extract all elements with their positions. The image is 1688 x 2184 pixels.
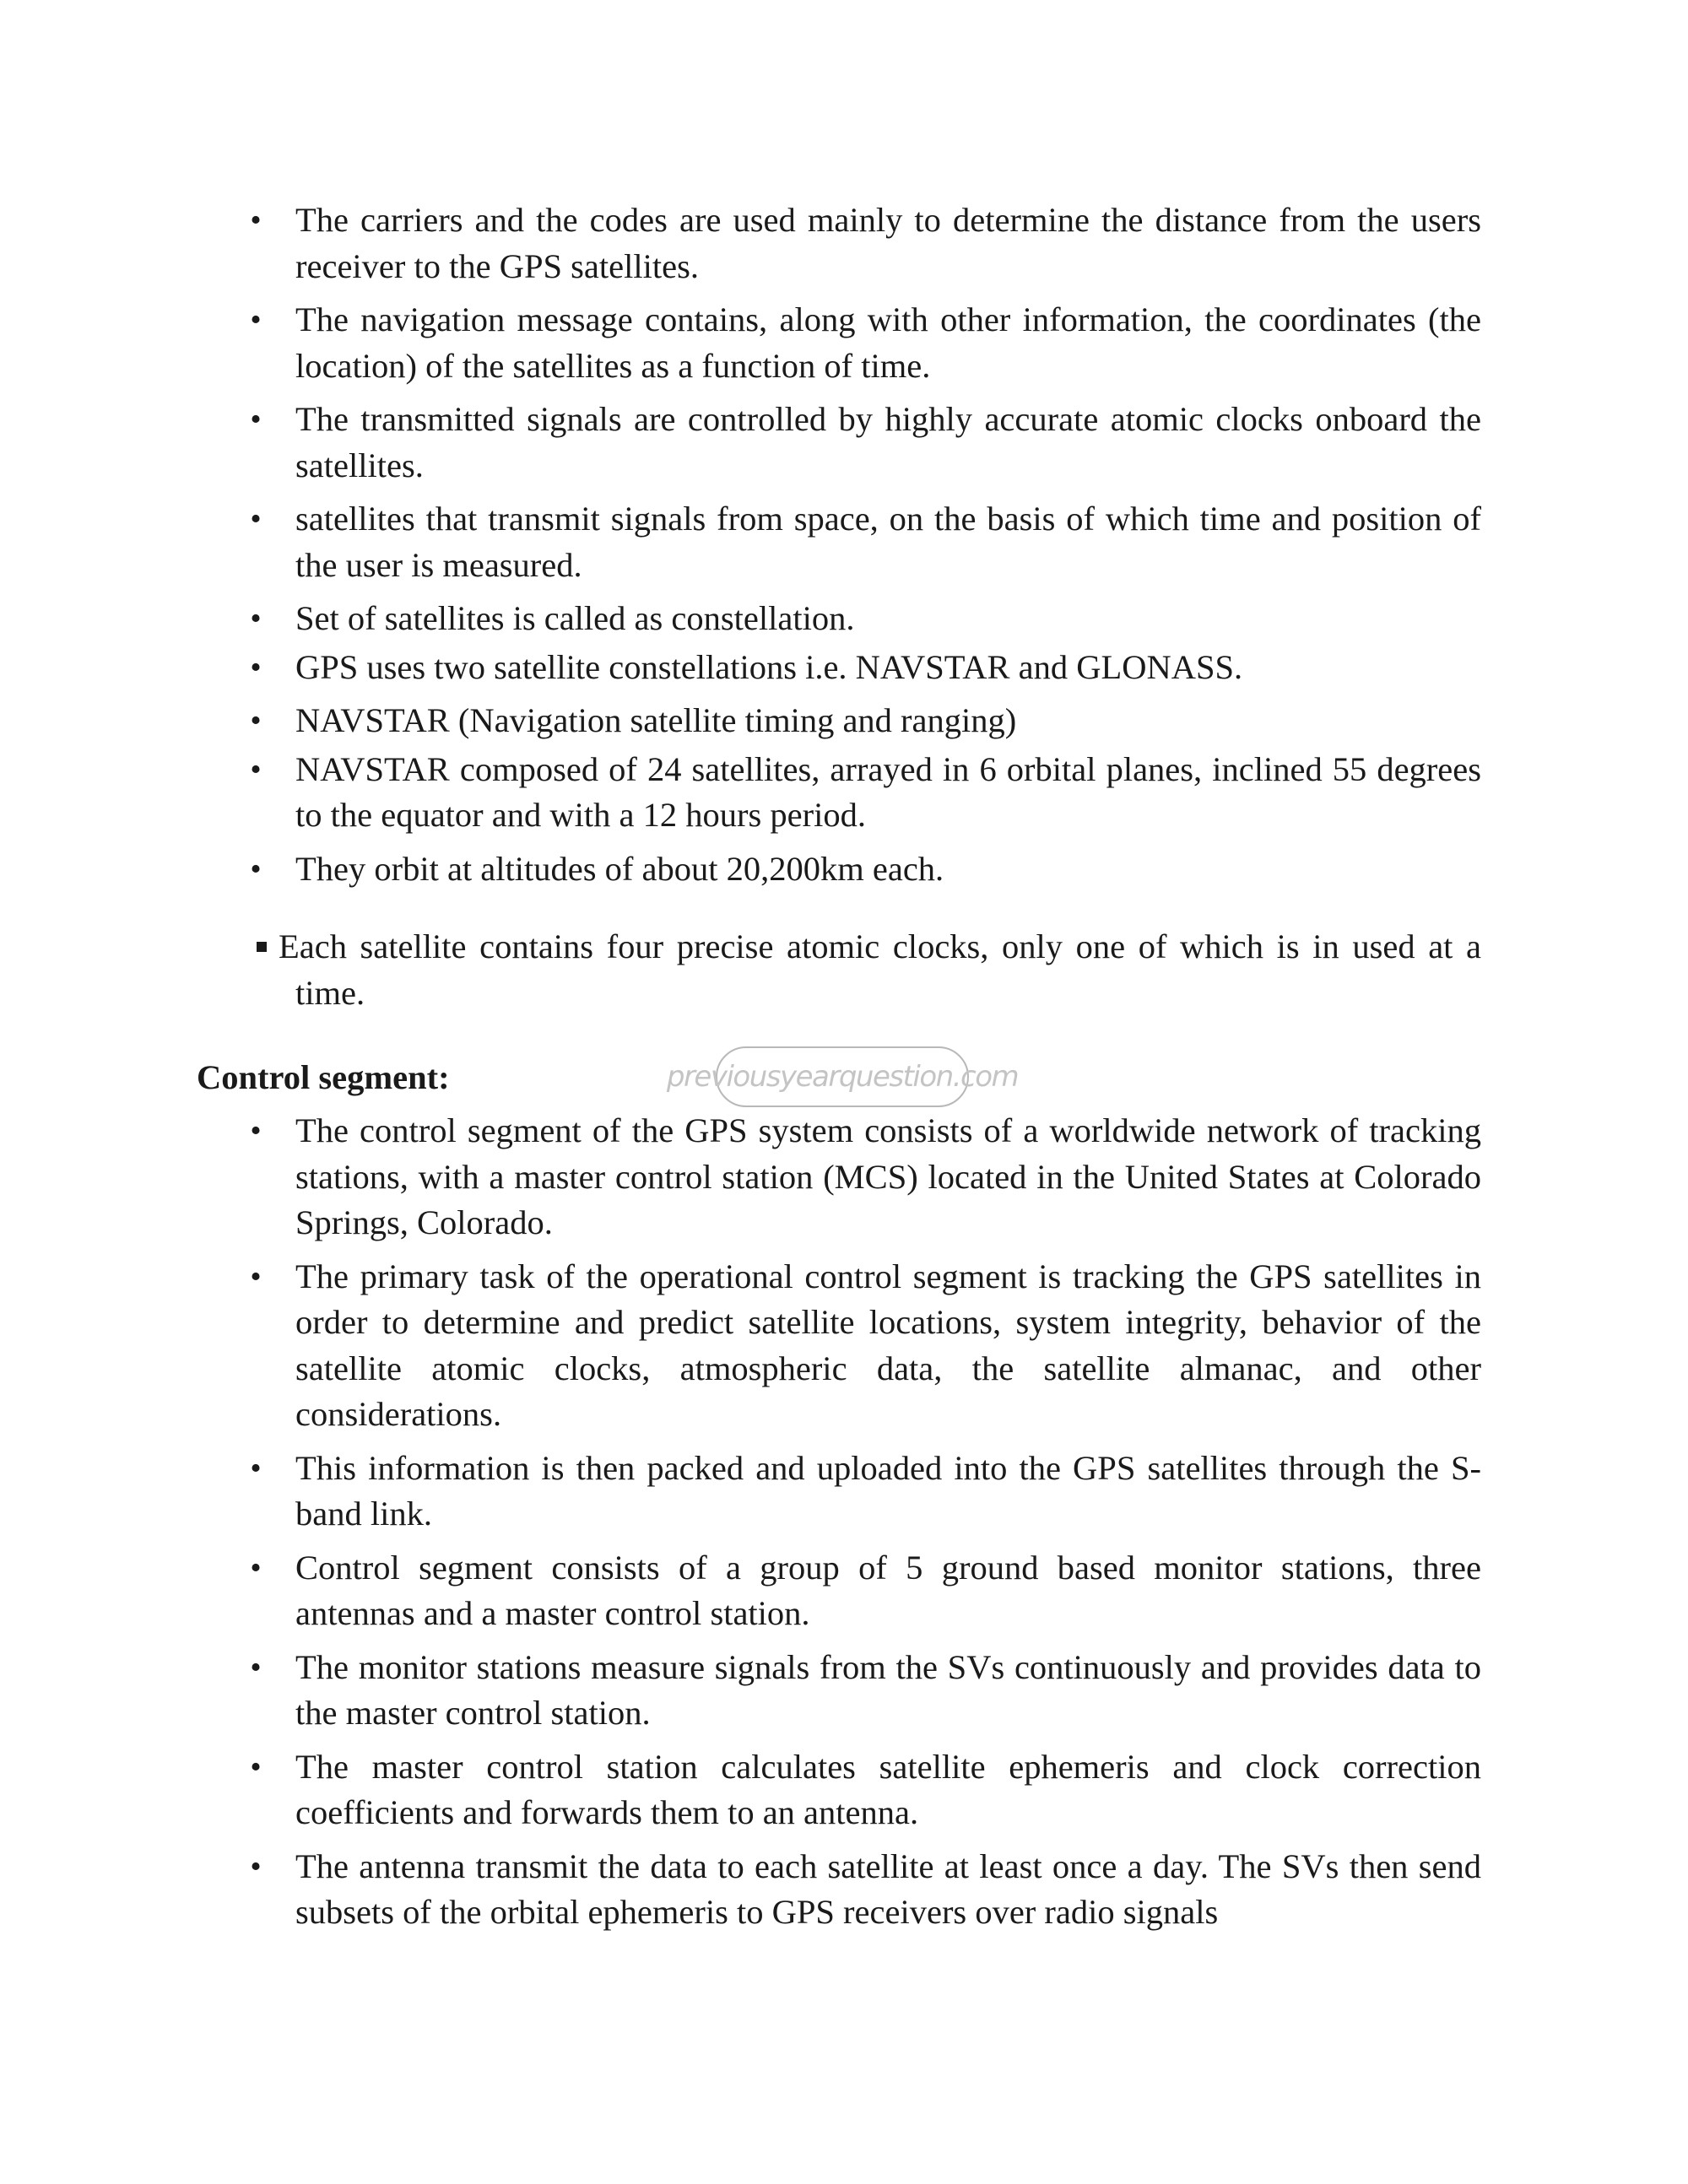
list-item (250, 846, 1481, 893)
list-item (250, 645, 1481, 691)
control-segment-bullet-list (0, 1108, 1688, 1943)
list-item (250, 747, 1481, 839)
square-bullet-icon (257, 942, 267, 952)
satellite-bullet-list (0, 197, 1688, 900)
watermark-logo: previousyearquestion.com (716, 1046, 969, 1107)
bullet-glyph: • (250, 1649, 262, 1685)
list-item-text: This information is then packed and uploaded into the GPS satellites through the S-band link. (295, 1448, 1481, 1533)
list-item (250, 1108, 1481, 1246)
list-item (250, 297, 1481, 389)
bullet-glyph: • (250, 703, 262, 738)
list-item (250, 197, 1481, 289)
list-item-text: Set of satellites is called as constellation. (295, 599, 855, 637)
bullet-glyph: • (250, 1450, 262, 1486)
bullet-glyph: • (250, 1549, 262, 1586)
bullet-glyph: • (250, 1749, 262, 1785)
list-item-text: The transmitted signals are controlled by highly accurate atomic clocks onboard the satellites. (295, 400, 1481, 484)
list-item-text: NAVSTAR (Navigation satellite timing and ranging) (295, 701, 1017, 739)
list-item-text: The antenna transmit the data to each satellite at least once a day. The SVs then send subsets of the orbital ephemeris to GPS receivers over radio signals (295, 1846, 1481, 1931)
list-item-text: The master control station calculates satellite ephemeris and clock correction coefficients and forwards them to an antenna. (295, 1747, 1481, 1831)
bullet-glyph: • (250, 402, 262, 437)
bullet-glyph: • (250, 302, 262, 338)
section-heading: Control segment: (197, 1058, 450, 1096)
list-item (250, 1545, 1481, 1637)
bullet-glyph: • (250, 203, 262, 238)
list-item-text: They orbit at altitudes of about 20,200km each. (295, 849, 944, 888)
list-item (250, 496, 1481, 588)
bullet-glyph: • (250, 1848, 262, 1884)
list-item (250, 397, 1481, 489)
list-item-text: NAVSTAR composed of 24 satellites, arrayed in 6 orbital planes, inclined 55 degrees to the equator and with a 12 hours period. (295, 749, 1481, 834)
bullet-glyph: • (250, 1258, 262, 1295)
list-item-text: The primary task of the operational control segment is tracking the GPS satellites in order to determine and predict satellite locations, system integrity, behavior of the satellite atomic clocks, atmospheric data, the satellite almanac, and other considerations. (295, 1257, 1481, 1433)
bullet-glyph: • (250, 851, 262, 887)
bullet-glyph: • (250, 601, 262, 636)
list-item (250, 698, 1481, 744)
list-item (250, 1744, 1481, 1836)
square-bullet-text: Each satellite contains four precise atomic clocks, only one of which is in used at a time. (279, 927, 1481, 1012)
bullet-glyph: • (250, 751, 262, 787)
list-item (250, 596, 1481, 642)
list-item-text: The control segment of the GPS system consists of a worldwide network of tracking stations, with a master control station (MCS) located in the United States at Colorado Springs, Colorado. (295, 1111, 1481, 1241)
bullet-glyph: • (250, 1113, 262, 1149)
list-item-text: Control segment consists of a group of 5 ground based monitor stations, three antennas and a master control station. (295, 1548, 1481, 1632)
list-item (250, 1844, 1481, 1936)
list-item-text: The monitor stations measure signals from the SVs continuously and provides data to the master control station. (295, 1647, 1481, 1732)
list-item (250, 1254, 1481, 1438)
bullet-glyph: • (250, 649, 262, 685)
list-item (250, 1645, 1481, 1737)
list-item-text: The navigation message contains, along with other information, the coordinates (the location) of the satellites as a function of time. (295, 300, 1481, 385)
list-item-text: satellites that transmit signals from space, on the basis of which time and position of the user is measured. (295, 500, 1481, 584)
list-item-text: The carriers and the codes are used mainly to determine the distance from the users receiver to the GPS satellites. (295, 201, 1481, 285)
bullet-glyph: • (250, 501, 262, 537)
list-item (250, 1446, 1481, 1538)
square-bullet-item (0, 924, 1688, 1016)
list-item-text: GPS uses two satellite constellations i.e. NAVSTAR and GLONASS. (295, 647, 1243, 686)
